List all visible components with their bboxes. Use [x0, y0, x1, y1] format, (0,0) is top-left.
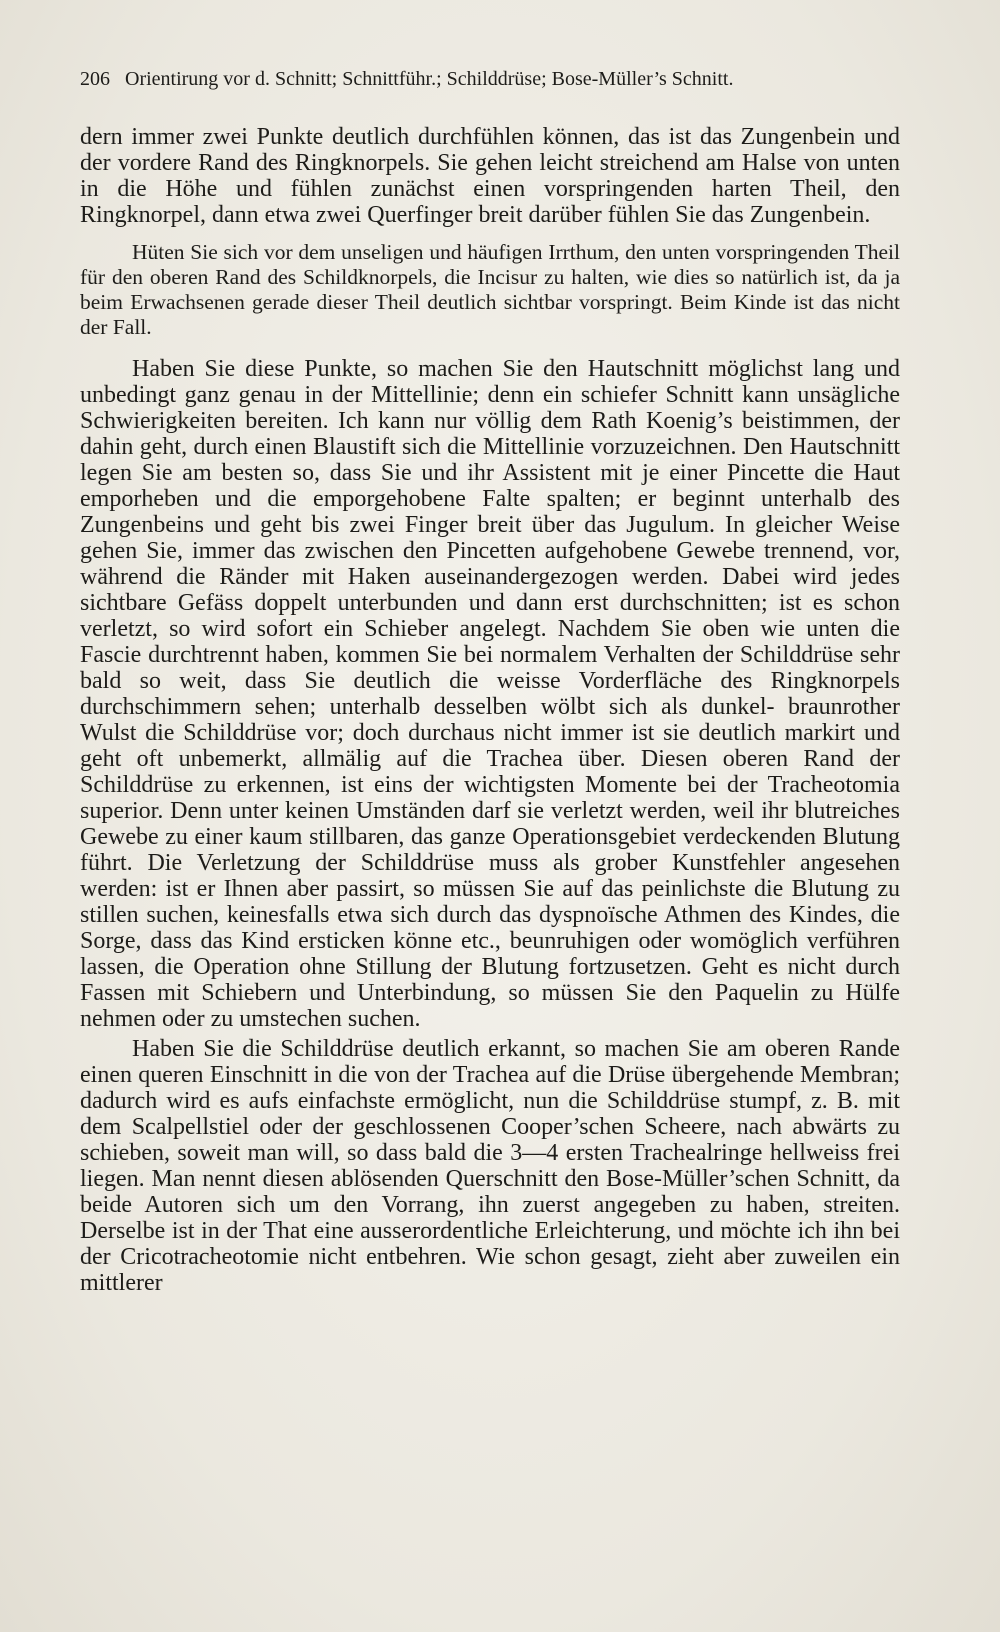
paragraph-3: Haben Sie diese Punkte, so machen Sie den Hautschnitt möglichst lang und unbedingt ganz genau in der Mittellinie; denn ein schiefer Schnitt kann unsägliche Schwierigkeiten bereiten. Ich kann nur völlig dem Rath Koenig’s beistimmen, der dahin geht, durch einen Blaustift sich die Mittellinie vorzuzeichnen. Den Hautschnitt legen Sie am besten so, dass Sie und ihr Assistent mit je einer Pincette die Haut emporheben und die emporgehobene Falte spalten; er beginnt unterhalb des Zungenbeins und geht bis zwei Finger breit über das Jugulum. In gleicher Weise gehen Sie, immer das zwischen den Pincetten aufgehobene Gewebe trennend, vor, während die Ränder mit Haken auseinandergezogen werden. Dabei wird jedes sichtbare Gefäss doppelt unterbunden und dann erst durchschnitten; ist es schon verletzt, so wird sofort ein Schieber angelegt. Nachdem Sie oben wie unten die Fascie durchtrennt haben, kommen Sie bei normalem Verhalten der Schilddrüse sehr bald so weit, dass Sie deutlich die weisse Vorderfläche des Ringknorpels durchschimmern sehen; unterhalb desselben wölbt sich als dunkel- braunrother Wulst die Schilddrüse vor; doch durchaus nicht immer ist sie deutlich markirt und geht oft unbemerkt, allmälig auf die Trachea über. Diesen oberen Rand der Schilddrüse zu erkennen, ist eins der wichtigsten Momente bei der Tracheotomia superior. Denn unter keinen Umständen darf sie verletzt werden, weil ihr blutreiches Gewebe zu einer kaum stillbaren, das ganze Operationsgebiet verdeckenden Blutung führt. Die Verletzung der Schilddrüse muss als grober Kunstfehler angesehen werden: ist er Ihnen aber passirt, so müssen Sie auf das peinlichste die Blutung zu stillen suchen, keinesfalls etwa sich durch das dyspnoïsche Athmen des Kindes, die Sorge, dass das Kind ersticken könne etc., beunruhigen oder womöglich verführen lassen, die Operation ohne Stillung der Blutung fortzusetzen. Geht es nicht durch Fassen mit Schiebern und Unterbindung, so müssen Sie den Paquelin zu Hülfe nehmen oder zu umstechen suchen.: [80, 356, 900, 1032]
paragraph-4: Haben Sie die Schilddrüse deutlich erkannt, so machen Sie am oberen Rande einen queren Einschnitt in die von der Trachea auf die Drüse übergehende Membran; dadurch wird es aufs einfachste ermöglicht, nun die Schilddrüse stumpf, z. B. mit dem Scalpellstiel oder der geschlossenen Cooper’schen Scheere, nach abwärts zu schieben, soweit man will, so dass bald die 3—4 ersten Trachealringe hellweiss frei liegen. Man nennt diesen ablösenden Querschnitt den Bose-Müller’schen Schnitt, da beide Autoren sich um den Vorrang, ihn zuerst angegeben zu haben, streiten. Derselbe ist in der That eine ausserordentliche Erleichterung, und möchte ich ihn bei der Cricotracheotomie nicht entbehren. Wie schon gesagt, zieht aber zuweilen ein mittlerer: [80, 1036, 900, 1296]
running-header-title: Orientirung vor d. Schnitt; Schnittführ.; Schilddrüse; Bose-Müller’s Schnitt.: [125, 68, 734, 90]
paragraph-1: dern immer zwei Punkte deutlich durchfühlen können, das ist das Zungenbein und der vordere Rand des Ringknorpels. Sie gehen leicht streichend am Halse von unten in die Höhe und fühlen zunächst einen vorspringenden harten Theil, den Ringknorpel, dann etwa zwei Querfinger breit darüber fühlen Sie das Zungenbein.: [80, 124, 900, 228]
body-text: [80, 124, 900, 1296]
page-number: 206: [80, 68, 110, 90]
paragraph-2: Hüten Sie sich vor dem unseligen und häufigen Irrthum, den unten vorspringenden Theil für den oberen Rand des Schildknorpels, die Incisur zu halten, wie dies so natürlich ist, da ja beim Erwachsenen gerade dieser Theil deutlich sichtbar vorspringt. Beim Kinde ist das nicht der Fall.: [80, 240, 900, 339]
running-header: [80, 64, 900, 94]
